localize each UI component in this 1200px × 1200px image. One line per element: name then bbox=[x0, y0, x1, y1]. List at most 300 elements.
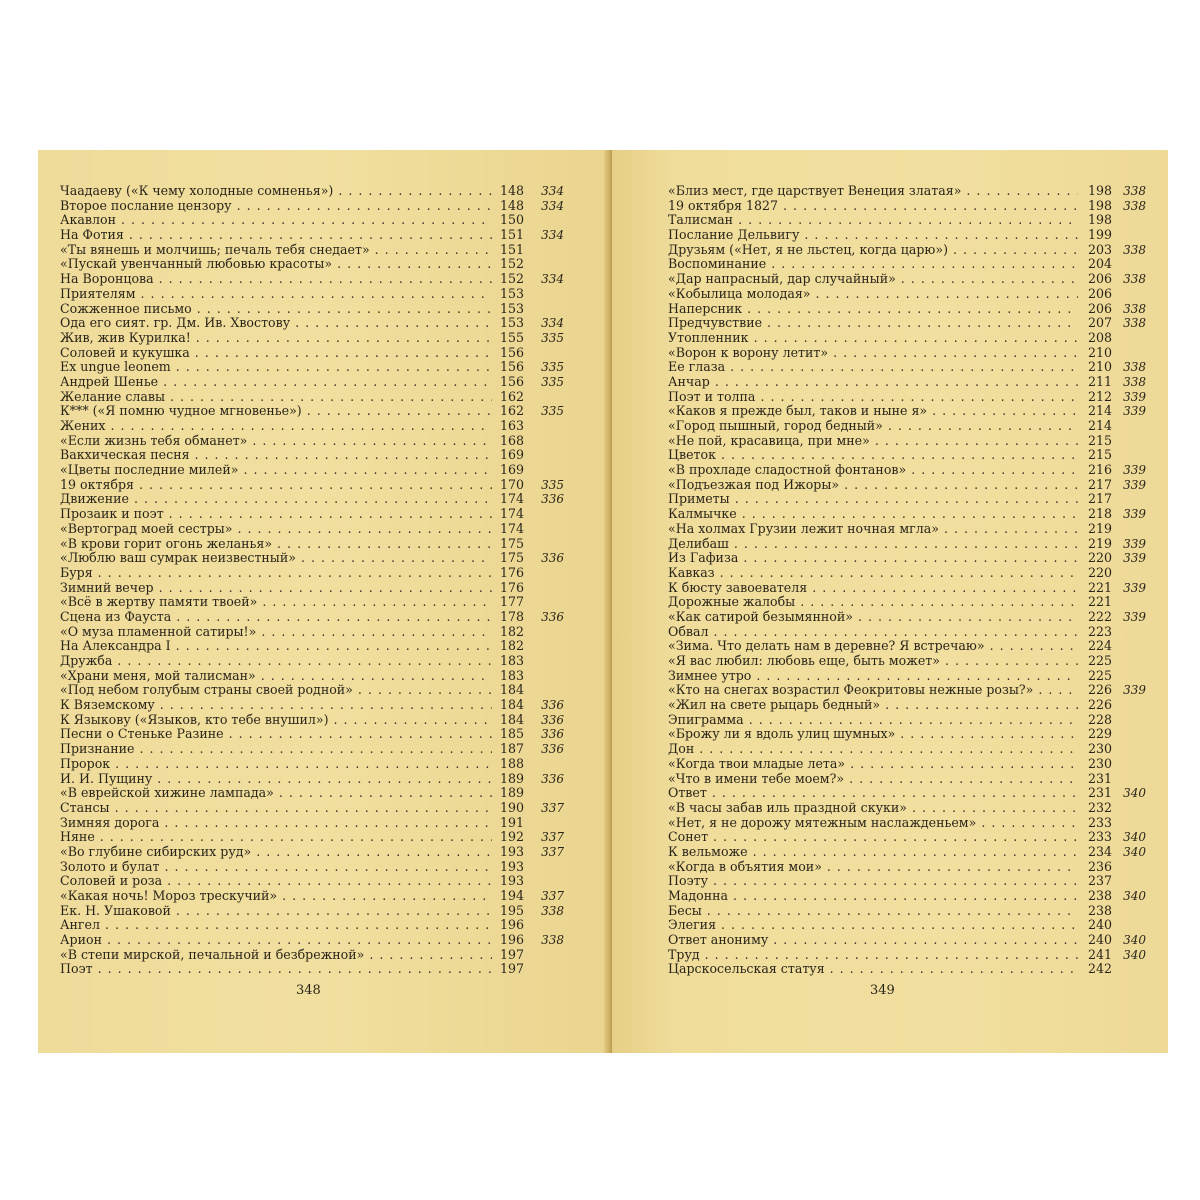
toc-entry-page: 156 bbox=[499, 344, 524, 360]
toc-entry bbox=[668, 522, 1148, 537]
toc-list-right bbox=[668, 184, 1148, 977]
toc-entry-title: Поэт . . bbox=[60, 962, 492, 977]
toc-entry bbox=[668, 434, 1148, 449]
toc-entry bbox=[60, 184, 570, 199]
toc-entry-title: Труд . . bbox=[668, 948, 1078, 963]
toc-entry-title: Второе послание цензору . . bbox=[60, 199, 492, 214]
toc-entry-title: «Город пышный, город бедный» . . bbox=[668, 419, 1078, 434]
toc-entry-title: Арион . . bbox=[60, 933, 492, 948]
toc-entry-title: «В прохладе сладостной фонтанов» . . bbox=[668, 463, 1078, 478]
toc-entry bbox=[60, 551, 570, 566]
toc-entry-title: «В еврейской хижине лампада» . . bbox=[60, 786, 492, 801]
toc-entry-comment-page: 339 bbox=[1123, 580, 1146, 595]
toc-entry bbox=[60, 390, 570, 405]
toc-entry-comment-page: 337 bbox=[541, 889, 564, 903]
toc-entry-page: 178 bbox=[499, 608, 524, 624]
toc-entry-title: «Храни меня, мой талисман» . . bbox=[60, 669, 492, 684]
toc-entry-page: 190 bbox=[499, 799, 524, 815]
toc-entry-page: 198 bbox=[1087, 183, 1112, 198]
toc-entry bbox=[668, 757, 1148, 772]
toc-entry-title: Прозаик и поэт . . bbox=[60, 507, 492, 522]
page-number-left: 348 bbox=[296, 983, 321, 998]
toc-entry-comment-page: 336 bbox=[541, 492, 564, 507]
toc-entry-page: 169 bbox=[499, 462, 524, 478]
toc-entry bbox=[60, 213, 570, 228]
toc-entry-page: 230 bbox=[1087, 755, 1112, 771]
toc-entry-title: «Пускай увенчанный любовью красоты» . . bbox=[60, 257, 492, 272]
toc-entry-title: «Брожу ли я вдоль улиц шумных» . . bbox=[668, 727, 1078, 742]
toc-entry bbox=[668, 698, 1148, 713]
toc-entry-title: Жив, жив Курилка! . . bbox=[60, 331, 492, 346]
toc-entry bbox=[60, 566, 570, 581]
toc-entry-page: 193 bbox=[499, 858, 524, 874]
toc-entry-title: Друзьям («Нет, я не льстец, когда царю») . . bbox=[668, 243, 1078, 258]
toc-entry-title: «Во глубине сибирских руд» . . bbox=[60, 845, 492, 860]
toc-entry-page: 168 bbox=[499, 432, 524, 448]
toc-entry-page: 225 bbox=[1087, 667, 1112, 683]
toc-entry-title: 19 октября . . bbox=[60, 478, 492, 493]
toc-entry-page: 187 bbox=[499, 741, 524, 757]
toc-entry-page: 228 bbox=[1087, 711, 1112, 727]
toc-entry-comment-page: 340 bbox=[1123, 889, 1146, 903]
toc-entry bbox=[60, 360, 570, 375]
toc-entry bbox=[668, 918, 1148, 933]
toc-entry-page: 215 bbox=[1087, 447, 1112, 463]
toc-entry-title: К Вяземскому . . bbox=[60, 698, 492, 713]
toc-entry-page: 188 bbox=[499, 755, 524, 771]
toc-entry-page: 210 bbox=[1087, 359, 1112, 375]
toc-entry-comment-page: 338 bbox=[1123, 184, 1146, 198]
toc-entry-comment-page: 338 bbox=[1123, 374, 1146, 389]
toc-entry-title: Ек. Н. Ушаковой . . bbox=[60, 904, 492, 919]
toc-entry-title: На Александра I . . bbox=[60, 639, 492, 654]
toc-entry bbox=[60, 492, 570, 507]
toc-entry-comment-page: 338 bbox=[1123, 198, 1146, 213]
toc-entry-page: 192 bbox=[499, 829, 524, 845]
toc-entry-page: 199 bbox=[1087, 227, 1112, 243]
toc-entry-page: 220 bbox=[1087, 564, 1112, 580]
toc-entry-title: Сцена из Фауста . . bbox=[60, 610, 492, 625]
toc-entry-title: Элегия . . bbox=[668, 918, 1078, 933]
toc-entry-title: Дон . . bbox=[668, 742, 1078, 757]
toc-entry bbox=[60, 404, 570, 419]
toc-entry-page: 175 bbox=[499, 550, 524, 566]
toc-entry-title: «Если жизнь тебя обманет» . . bbox=[60, 434, 492, 449]
toc-entry-page: 193 bbox=[499, 873, 524, 889]
toc-entry bbox=[60, 448, 570, 463]
toc-entry bbox=[668, 463, 1148, 478]
toc-entry-title: «Когда твои младые лета» . . bbox=[668, 757, 1078, 772]
toc-entry-page: 204 bbox=[1087, 256, 1112, 272]
toc-entry-page: 153 bbox=[499, 300, 524, 316]
toc-entry-comment-page: 334 bbox=[541, 272, 564, 287]
toc-entry-title: Ответ анониму . . bbox=[668, 933, 1078, 948]
toc-entry-title: К Языкову («Языков, кто тебе внушил») . . bbox=[60, 713, 492, 728]
toc-entry bbox=[668, 331, 1148, 346]
toc-entry-title: Анчар . . bbox=[668, 375, 1078, 390]
toc-entry bbox=[60, 537, 570, 552]
toc-entry-comment-page: 340 bbox=[1123, 947, 1146, 962]
toc-entry-comment-page: 338 bbox=[1123, 360, 1146, 375]
toc-entry-title: Из Гафиза . . bbox=[668, 551, 1078, 566]
toc-entry-title: Ангел . . bbox=[60, 918, 492, 933]
toc-entry-title: «Как сатирой безымянной» . . bbox=[668, 610, 1078, 625]
toc-entry-page: 203 bbox=[1087, 241, 1112, 257]
toc-entry bbox=[668, 551, 1148, 566]
toc-entry-comment-page: 338 bbox=[1123, 242, 1146, 257]
toc-entry-comment-page: 339 bbox=[1123, 609, 1146, 624]
toc-entry-comment-page: 339 bbox=[1123, 683, 1146, 698]
toc-entry-title: Предчувствие . . bbox=[668, 316, 1078, 331]
toc-entry bbox=[668, 390, 1148, 405]
toc-entry bbox=[668, 492, 1148, 507]
toc-entry-title: Поэт и толпа . . bbox=[668, 390, 1078, 405]
toc-entry-page: 170 bbox=[499, 476, 524, 492]
toc-entry bbox=[668, 786, 1148, 801]
toc-entry bbox=[668, 448, 1148, 463]
toc-entry-page: 237 bbox=[1087, 873, 1112, 889]
toc-entry-title: Соловей и роза . . bbox=[60, 874, 492, 889]
toc-entry-page: 220 bbox=[1087, 550, 1112, 566]
toc-entry-page: 182 bbox=[499, 638, 524, 654]
toc-entry-page: 196 bbox=[499, 932, 524, 948]
toc-entry bbox=[60, 816, 570, 831]
toc-entry-title: «Нет, я не дорожу мятежным наслажденьем» . . bbox=[668, 816, 1078, 831]
toc-entry-page: 176 bbox=[499, 579, 524, 595]
toc-entry-page: 150 bbox=[499, 212, 524, 228]
toc-entry-page: 210 bbox=[1087, 344, 1112, 360]
toc-entry bbox=[60, 757, 570, 772]
toc-entry-page: 236 bbox=[1087, 858, 1112, 874]
toc-entry-title: «Ты вянешь и молчишь; печаль тебя снедает» . . bbox=[60, 243, 492, 258]
toc-entry-page: 241 bbox=[1087, 946, 1112, 962]
toc-entry-page: 183 bbox=[499, 653, 524, 668]
toc-entry bbox=[60, 962, 570, 977]
toc-entry-page: 193 bbox=[499, 843, 524, 859]
toc-entry-title: «В часы забав иль праздной скуки» . . bbox=[668, 801, 1078, 816]
toc-entry-title: Движение . . bbox=[60, 492, 492, 507]
toc-entry-title: «Подъезжая под Ижоры» . . bbox=[668, 478, 1078, 493]
toc-entry-page: 238 bbox=[1087, 888, 1112, 903]
toc-entry-page: 195 bbox=[499, 902, 524, 918]
toc-entry-comment-page: 336 bbox=[541, 609, 564, 624]
toc-entry-title: Мадонна . . bbox=[668, 889, 1078, 904]
toc-entry-page: 156 bbox=[499, 373, 524, 389]
toc-entry-page: 174 bbox=[499, 491, 524, 507]
toc-entry-page: 174 bbox=[499, 520, 524, 536]
toc-entry-page: 155 bbox=[499, 329, 524, 345]
toc-entry-title: Ex ungue leonem . . bbox=[60, 360, 492, 375]
toc-entry-page: 234 bbox=[1087, 843, 1112, 859]
toc-entry bbox=[668, 346, 1148, 361]
toc-entry-comment-page: 338 bbox=[541, 903, 564, 918]
toc-entry-title: «Я вас любил: любовь еще, быть может» . . bbox=[668, 654, 1078, 669]
toc-entry bbox=[60, 874, 570, 889]
toc-entry-comment-page: 339 bbox=[1123, 551, 1146, 566]
toc-entry-title: Желание славы . . bbox=[60, 390, 492, 405]
toc-entry-page: 221 bbox=[1087, 579, 1112, 595]
toc-entry-title: 19 октября 1827 . . bbox=[668, 199, 1078, 214]
toc-entry-title: Песни о Стеньке Разине . . bbox=[60, 727, 492, 742]
toc-entry-title: «Ворон к ворону летит» . . bbox=[668, 346, 1078, 361]
toc-entry bbox=[668, 860, 1148, 875]
toc-entry bbox=[668, 727, 1148, 742]
toc-entry-page: 184 bbox=[499, 697, 524, 713]
toc-entry-page: 231 bbox=[1087, 770, 1112, 786]
toc-entry-page: 217 bbox=[1087, 476, 1112, 492]
toc-entry-title: Чаадаеву («К чему холодные сомненья») . . bbox=[60, 184, 492, 199]
toc-entry bbox=[60, 228, 570, 243]
toc-entry bbox=[668, 595, 1148, 610]
toc-entry-page: 153 bbox=[499, 315, 524, 331]
toc-entry-title: Зимний вечер . . bbox=[60, 581, 492, 596]
toc-entry bbox=[60, 948, 570, 963]
toc-entry-comment-page: 338 bbox=[1123, 316, 1146, 331]
toc-entry-title: Дружба . . bbox=[60, 654, 492, 669]
toc-entry-title: На Фотия . . bbox=[60, 228, 492, 243]
toc-entry bbox=[60, 257, 570, 272]
toc-entry-page: 219 bbox=[1087, 520, 1112, 536]
toc-entry-page: 230 bbox=[1087, 741, 1112, 757]
toc-entry-page: 225 bbox=[1087, 653, 1112, 668]
toc-entry-page: 218 bbox=[1087, 506, 1112, 522]
toc-entry bbox=[60, 889, 570, 904]
toc-entry-page: 198 bbox=[1087, 197, 1112, 213]
toc-entry-comment-page: 335 bbox=[541, 477, 564, 492]
toc-entry-title: Золото и булат . . bbox=[60, 860, 492, 875]
toc-entry-comment-page: 338 bbox=[1123, 301, 1146, 316]
toc-entry bbox=[60, 669, 570, 684]
toc-entry-page: 182 bbox=[499, 623, 524, 639]
toc-entry-page: 211 bbox=[1087, 373, 1112, 389]
toc-entry-title: Ее глаза . . bbox=[668, 360, 1078, 375]
toc-entry-title: Зимняя дорога . . bbox=[60, 816, 492, 831]
right-page bbox=[612, 150, 1168, 1053]
toc-entry-title: «Кто на снегах возрастил Феокритовы нежные розы?» . . bbox=[668, 683, 1078, 698]
toc-entry-title: «В степи мирской, печальной и безбрежной» . . bbox=[60, 948, 492, 963]
toc-entry bbox=[668, 713, 1148, 728]
toc-entry bbox=[668, 669, 1148, 684]
toc-entry-title: «Близ мест, где царствует Венеция златая» . . bbox=[668, 184, 1078, 199]
toc-entry bbox=[668, 507, 1148, 522]
toc-entry bbox=[60, 272, 570, 287]
toc-entry-title: Послание Дельвигу . . bbox=[668, 228, 1078, 243]
toc-entry bbox=[60, 419, 570, 434]
toc-entry bbox=[668, 933, 1148, 948]
toc-entry-title: К*** («Я помню чудное мгновенье») . . bbox=[60, 404, 492, 419]
toc-entry-comment-page: 334 bbox=[541, 198, 564, 213]
toc-entry bbox=[668, 566, 1148, 581]
toc-entry-page: 212 bbox=[1087, 388, 1112, 404]
toc-entry bbox=[60, 243, 570, 258]
toc-entry-title: Соловей и кукушка . . bbox=[60, 346, 492, 361]
toc-entry bbox=[668, 816, 1148, 831]
toc-entry-title: Жених . . bbox=[60, 419, 492, 434]
toc-entry-page: 224 bbox=[1087, 638, 1112, 654]
toc-entry-comment-page: 339 bbox=[1123, 463, 1146, 478]
toc-entry-title: Ответ . . bbox=[668, 786, 1078, 801]
toc-entry-comment-page: 335 bbox=[541, 374, 564, 389]
toc-entry-page: 189 bbox=[499, 785, 524, 801]
toc-entry bbox=[668, 184, 1148, 199]
toc-entry-title: «Всё в жертву памяти твоей» . . bbox=[60, 595, 492, 610]
toc-entry-title: «В крови горит огонь желанья» . . bbox=[60, 537, 492, 552]
toc-entry bbox=[668, 845, 1148, 860]
toc-entry bbox=[668, 257, 1148, 272]
toc-entry bbox=[60, 610, 570, 625]
toc-entry-page: 151 bbox=[499, 241, 524, 257]
toc-entry bbox=[668, 419, 1148, 434]
toc-entry-page: 151 bbox=[499, 227, 524, 243]
toc-entry-title: «Под небом голубым страны своей родной» . . bbox=[60, 683, 492, 698]
toc-entry-title: «Кобылица молодая» . . bbox=[668, 287, 1078, 302]
toc-entry-page: 206 bbox=[1087, 271, 1112, 287]
toc-entry bbox=[60, 654, 570, 669]
toc-entry-comment-page: 336 bbox=[541, 771, 564, 786]
toc-entry-page: 162 bbox=[499, 388, 524, 404]
toc-entry bbox=[60, 801, 570, 816]
toc-entry-comment-page: 340 bbox=[1123, 844, 1146, 859]
toc-entry-title: Стансы . . bbox=[60, 801, 492, 816]
toc-entry-page: 152 bbox=[499, 256, 524, 272]
toc-entry-page: 177 bbox=[499, 594, 524, 610]
toc-entry bbox=[60, 742, 570, 757]
toc-entry-page: 194 bbox=[499, 888, 524, 903]
toc-entry-title: К бюсту завоевателя . . bbox=[668, 581, 1078, 596]
toc-entry-comment-page: 335 bbox=[541, 330, 564, 345]
toc-entry-page: 176 bbox=[499, 564, 524, 580]
page-number-right: 349 bbox=[870, 983, 895, 998]
toc-entry bbox=[60, 375, 570, 390]
toc-entry-title: Андрей Шенье . . bbox=[60, 375, 492, 390]
toc-entry-page: 198 bbox=[1087, 212, 1112, 228]
toc-entry-page: 233 bbox=[1087, 814, 1112, 830]
toc-entry-title: Талисман . . bbox=[668, 213, 1078, 228]
toc-entry-title: «Дар напрасный, дар случайный» . . bbox=[668, 272, 1078, 287]
toc-entry bbox=[668, 889, 1148, 904]
toc-entry-title: Зимнее утро . . bbox=[668, 669, 1078, 684]
toc-entry-title: Акавлон . . bbox=[60, 213, 492, 228]
toc-entry-comment-page: 340 bbox=[1123, 933, 1146, 948]
toc-entry-page: 233 bbox=[1087, 829, 1112, 845]
toc-entry bbox=[60, 830, 570, 845]
left-page bbox=[38, 150, 609, 1053]
toc-entry bbox=[60, 434, 570, 449]
toc-entry bbox=[60, 595, 570, 610]
toc-entry bbox=[60, 346, 570, 361]
toc-entry-page: 148 bbox=[499, 197, 524, 213]
toc-list-left bbox=[60, 184, 570, 977]
toc-entry-page: 223 bbox=[1087, 623, 1112, 639]
toc-entry bbox=[60, 316, 570, 331]
toc-entry-page: 197 bbox=[499, 961, 524, 977]
toc-entry bbox=[60, 845, 570, 860]
toc-entry bbox=[60, 772, 570, 787]
toc-entry-title: «О муза пламенной сатиры!» . . bbox=[60, 625, 492, 640]
toc-entry-title: Ода его сият. гр. Дм. Ив. Хвостову . . bbox=[60, 316, 492, 331]
toc-entry bbox=[668, 654, 1148, 669]
toc-entry bbox=[668, 213, 1148, 228]
toc-entry-title: Наперсник . . bbox=[668, 302, 1078, 317]
toc-entry bbox=[60, 639, 570, 654]
toc-entry bbox=[668, 199, 1148, 214]
toc-entry-page: 153 bbox=[499, 285, 524, 301]
toc-entry bbox=[668, 801, 1148, 816]
toc-entry-page: 221 bbox=[1087, 594, 1112, 610]
toc-entry-title: Бесы . . bbox=[668, 904, 1078, 919]
toc-entry-comment-page: 340 bbox=[1123, 786, 1146, 801]
toc-entry-title: Поэту . . bbox=[668, 874, 1078, 889]
toc-entry-page: 231 bbox=[1087, 785, 1112, 801]
toc-entry-title: «Какая ночь! Мороз трескучий» . . bbox=[60, 889, 492, 904]
toc-entry bbox=[668, 639, 1148, 654]
toc-entry-page: 240 bbox=[1087, 932, 1112, 948]
toc-entry-title: «Каков я прежде был, таков и ныне я» . . bbox=[668, 404, 1078, 419]
toc-entry-page: 163 bbox=[499, 418, 524, 433]
toc-entry bbox=[668, 537, 1148, 552]
toc-entry-title: Пророк . . bbox=[60, 757, 492, 772]
toc-entry bbox=[60, 331, 570, 346]
toc-entry bbox=[668, 683, 1148, 698]
toc-entry bbox=[60, 860, 570, 875]
toc-entry-title: «Не пой, красавица, при мне» . . bbox=[668, 434, 1078, 449]
toc-entry-comment-page: 338 bbox=[541, 933, 564, 948]
toc-entry bbox=[60, 698, 570, 713]
toc-entry bbox=[668, 316, 1148, 331]
toc-entry-page: 152 bbox=[499, 271, 524, 287]
toc-entry-comment-page: 336 bbox=[541, 698, 564, 713]
toc-entry-page: 185 bbox=[499, 726, 524, 742]
toc-entry bbox=[668, 272, 1148, 287]
toc-entry-page: 175 bbox=[499, 535, 524, 551]
toc-entry-page: 217 bbox=[1087, 491, 1112, 507]
toc-entry bbox=[668, 581, 1148, 596]
toc-entry-title: Калмычке . . bbox=[668, 507, 1078, 522]
toc-entry-page: 184 bbox=[499, 682, 524, 698]
toc-entry bbox=[60, 683, 570, 698]
toc-entry bbox=[60, 478, 570, 493]
toc-entry-title: Вакхическая песня . . bbox=[60, 448, 492, 463]
toc-entry bbox=[668, 904, 1148, 919]
toc-entry bbox=[60, 581, 570, 596]
toc-entry-page: 214 bbox=[1087, 403, 1112, 419]
toc-entry-page: 184 bbox=[499, 711, 524, 727]
toc-entry bbox=[60, 625, 570, 640]
toc-entry-title: Приметы . . bbox=[668, 492, 1078, 507]
toc-entry-comment-page: 336 bbox=[541, 727, 564, 742]
toc-entry bbox=[668, 962, 1148, 977]
toc-entry-page: 214 bbox=[1087, 418, 1112, 433]
toc-entry-title: Воспоминание . . bbox=[668, 257, 1078, 272]
toc-entry-page: 232 bbox=[1087, 799, 1112, 815]
toc-entry-page: 183 bbox=[499, 667, 524, 683]
toc-entry bbox=[668, 243, 1148, 258]
book-spread bbox=[38, 150, 1168, 1053]
toc-entry-comment-page: 339 bbox=[1123, 389, 1146, 404]
toc-entry-title: К вельможе . . bbox=[668, 845, 1078, 860]
toc-entry bbox=[60, 904, 570, 919]
toc-entry-page: 238 bbox=[1087, 902, 1112, 918]
toc-entry-comment-page: 339 bbox=[1123, 507, 1146, 522]
toc-entry bbox=[60, 786, 570, 801]
toc-entry bbox=[668, 478, 1148, 493]
toc-entry-comment-page: 336 bbox=[541, 742, 564, 757]
toc-entry-title: Царскосельская статуя . . bbox=[668, 962, 1078, 977]
toc-entry-title: «Вертоград моей сестры» . . bbox=[60, 522, 492, 537]
toc-entry-title: Няне . . bbox=[60, 830, 492, 845]
toc-entry-title: И. И. Пущину . . bbox=[60, 772, 492, 787]
toc-entry-page: 189 bbox=[499, 770, 524, 786]
